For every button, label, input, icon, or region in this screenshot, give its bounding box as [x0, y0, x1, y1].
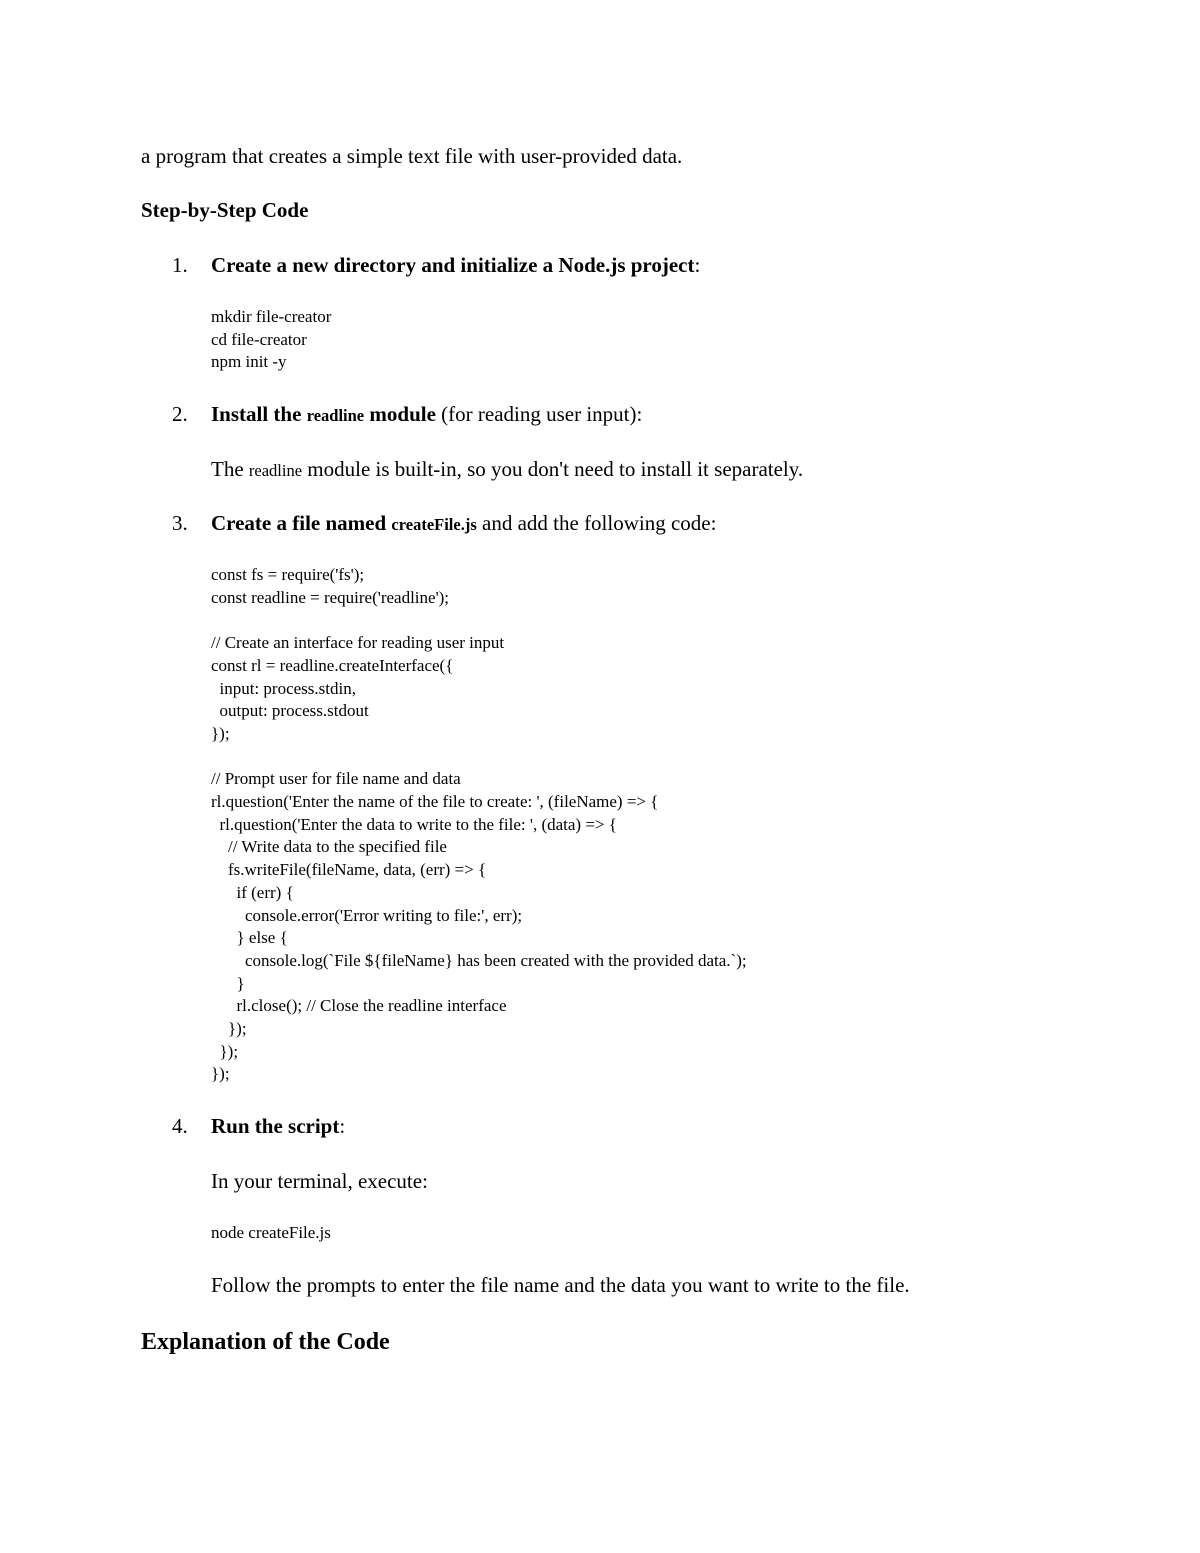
step-4-suffix: :	[339, 1114, 346, 1138]
step-1-suffix: :	[694, 253, 701, 277]
explanation-heading: Explanation of the Code	[141, 1329, 390, 1355]
step-2-title-post: module	[364, 402, 436, 426]
step-2-title-code: readline	[306, 406, 365, 425]
step-4-code: node createFile.js	[211, 1223, 331, 1242]
step-1-code: mkdir file-creator cd file-creator npm init -y	[211, 307, 332, 372]
step-3-title-code: createFile.js	[391, 515, 477, 534]
step-1-title: Create a new directory and initialize a Node.js project	[211, 253, 695, 277]
step-2-para-post: module is built-in, so you don't need to install it separately.	[302, 457, 804, 481]
step-2-title-line	[211, 401, 642, 429]
step-4-number: 4.	[172, 1114, 188, 1138]
step-3-title-line	[211, 510, 716, 538]
section-heading: Step-by-Step Code	[141, 198, 309, 222]
step-4-title: Run the script	[211, 1114, 340, 1138]
step-3-code: const fs = require('fs'); const readline = require('readline'); // Create an interface for reading user input const rl = readline.createInterface({ input: process.stdin, output: process.stdout }); // Prompt user for file name and data rl.question('Enter the name of the file to create: ', (fileName) => { rl.question('Enter the data to write to the file: ', (data) => { // Write data to the specified file fs.writeFile(fileName, data, (err) => { if (err) { console.error('Error writing to file:', err); } else { console.log(`File ${fileName} has been created with the provided data.`); } rl.close(); // Close the readline interface }); }); });	[211, 565, 747, 1084]
intro-text: a program that creates a simple text file with user-provided data.	[141, 144, 683, 168]
step-2-title-pre: Install the	[211, 402, 307, 426]
step-2-paragraph	[211, 456, 803, 484]
step-3-number: 3.	[172, 511, 188, 535]
step-1-title-line	[211, 252, 700, 278]
step-2-number: 2.	[172, 402, 188, 426]
step-4-title-line	[211, 1113, 345, 1139]
step-2-suffix: (for reading user input):	[435, 402, 643, 426]
step-4-paragraph-1: In your terminal, execute:	[211, 1169, 428, 1193]
step-3-title-pre: Create a file named	[211, 511, 392, 535]
step-3-suffix: and add the following code:	[476, 511, 717, 535]
step-2-para-code: readline	[248, 461, 303, 480]
step-1-number: 1.	[172, 253, 188, 277]
step-2-para-pre: The	[211, 457, 249, 481]
step-4-paragraph-2: Follow the prompts to enter the file name and the data you want to write to the file.	[211, 1273, 910, 1297]
